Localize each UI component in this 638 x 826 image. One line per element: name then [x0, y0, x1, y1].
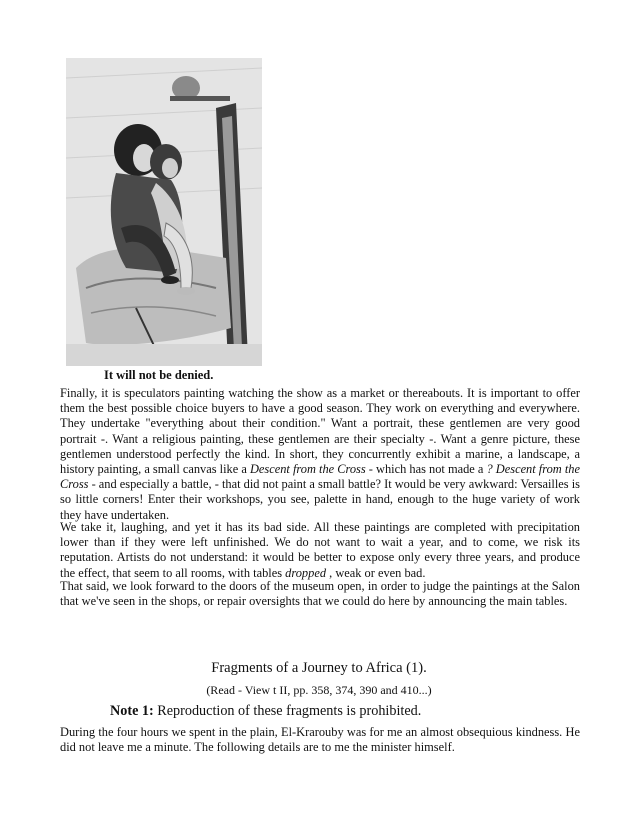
paragraph-text-segment: and especially a battle, - that did not paint a small battle? It would be very awkward: Versailles is so little corners! Enter their workshops, you see, palette in hand, enough to the huge variety of work they have undertaken. [60, 477, 580, 522]
note-text: Reproduction of these fragments is prohibited. [153, 703, 422, 719]
section-title: Fragments of a Journey to Africa (1). [211, 660, 427, 676]
italic-title: ? Descent from the Cross - [60, 462, 580, 492]
paragraph-text-segment: , weak or even bad. [329, 565, 426, 580]
engraving-artwork [66, 58, 262, 366]
paragraph-speculators [60, 386, 580, 523]
note-label: Note 1: [110, 703, 154, 719]
illustration-caption: It will not be denied. [104, 368, 214, 382]
paragraph-text-segment: We take it, laughing, and yet it has its bad side. All these paintings are completed with precipitation lower than if they were left unfinished. We do not want to wait a year, and to come, we risk its reputation. Artists do not understand: it would be better to expose only every three years, and produce the effect, that seem to all rooms, with tables [60, 520, 580, 580]
italic-title: Descent from the Cross - [249, 462, 373, 477]
italic-word: dropped [285, 565, 327, 580]
illustration-engraving [66, 58, 262, 366]
paragraph-el-krarouby: During the four hours we spent in the plain, El-Krarouby was for me an almost obsequious kindness. He did not leave me a minute. The following details are to me the minister himself. [60, 725, 580, 755]
paragraph-bad-side [60, 520, 580, 581]
paragraph-museum: That said, we look forward to the doors of the museum open, in order to judge the paintings at the Salon that we've seen in the shops, or repair oversights that we could do here by announcing the main tables. [60, 579, 580, 609]
paragraph-text-segment: Finally, it is speculators painting watching the show as a market or thereabouts. It is important to offer them the best possible choice buyers to have a good season. They work on everything and everywhere. They undertake "everything about their condition." Want a portrait, these gentlemen are very good portrait -. Want a religious painting, these gentlemen are their specialty -. Want a genre picture, these gentlemen understood perfectly the kind. In short, they concurrently exhibit a marine, a landscape, a history painting, a small canvas like a [60, 386, 580, 477]
paragraph-text-segment: which has not made a [372, 462, 487, 477]
section-reference: (Read - View t II, pp. 358, 374, 390 and 410...) [206, 683, 432, 697]
section-note [110, 703, 421, 720]
